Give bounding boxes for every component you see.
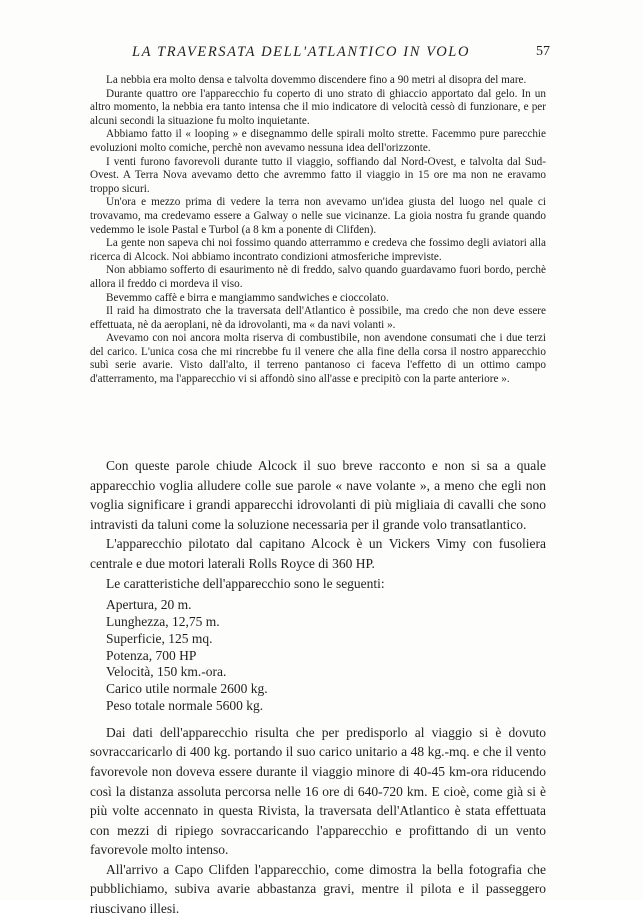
spec-item: Carico utile normale 2600 kg. [106, 681, 268, 697]
running-header [90, 44, 550, 68]
specifications-list [106, 597, 546, 715]
quoted-account [90, 74, 546, 387]
quote-paragraph: I venti furono favorevoli durante tutto il viaggio, soffiando dal Nord-Ovest, e talvolta dal Sud-Ovest. A Terra Nova avevamo detto che avremmo fatto il viaggio in 15 ore ma non ne eravamo troppo sicuri. [90, 155, 546, 195]
quote-paragraph: Non abbiamo sofferto di esaurimento nè di freddo, salvo quando guardavamo fuori bordo, perchè allora il freddo ci mordeva il viso. [90, 264, 546, 290]
body-paragraph: Le caratteristiche dell'apparecchio sono le seguenti: [106, 575, 385, 591]
spec-item: Velocità, 150 km.-ora. [106, 664, 227, 680]
body-paragraph: All'arrivo a Capo Clifden l'apparecchio, come dimostra la bella fotografia che pubblichiamo, subiva avarie abbastanza gravi, mentre il pilota e il passeggero riuscivano illesi. [90, 861, 546, 917]
spec-item: Potenza, 700 HP [106, 647, 197, 663]
body-paragraph: Dai dati dell'apparecchio risulta che per predisporlo al viaggio si è dovuto sovraccaricarlo di 400 kg. portando il suo carico unitario a 48 kg.-mq. e che il vento favorevole non doveva essere durante il viaggio minore di 40-45 km-ora riducendo così la distanza assoluta percorsa nelle 16 ore di 640-720 km. E cioè, come già si è più volte accennato in questa Rivista, la traversata dell'Atlantico è stata effettuata con mezzi di ripiego sovraccaricando l'apparecchio e profittando di un vento favorevole molto intenso. [90, 724, 546, 858]
running-title: LA TRAVERSATA DELL'ATLANTICO IN VOLO [132, 44, 471, 60]
article-body [90, 456, 546, 919]
quote-paragraph: Il raid ha dimostrato che la traversata dell'Atlantico è possibile, ma credo che non deve essere effettuata, nè da aeroplani, nè da idrovolanti, ma « da navi volanti ». [90, 305, 546, 331]
spec-item: Peso totale normale 5600 kg. [106, 697, 264, 713]
quote-paragraph: Un'ora e mezzo prima di vedere la terra non avevamo un'idea giusta del luogo nel quale ci trovavamo, ma credevamo essere a Galway o nelle sue vicinanze. La gioia nostra fu grande quando vedemmo le isole Pastal e Turbol (a 8 km a ponente di Clifden). [90, 196, 546, 236]
quote-paragraph: Avevamo con noi ancora molta riserva di combustibile, non avendone consumati che i due terzi del carico. L'unica cosa che mi rincrebbe fu il venere che alla fine della corsa il nostro apparecchio subì serie avarie. Visto dall'alto, il terreno pantanoso ci faceva l'effetto di un ottimo campo d'atterramento, ma l'apparecchio vi si affondò sino all'asse e precipitò con la parte anteriore ». [90, 332, 546, 386]
quote-paragraph: Durante quattro ore l'apparecchio fu coperto di uno strato di ghiaccio apportato dal gelo. In un altro momento, la nebbia era tanto intensa che il mio indicatore di velocità cessò di funzionare, e per alcuni secondi la situazione fu molto inquietante. [90, 87, 546, 127]
page-number: 57 [536, 44, 550, 59]
quote-paragraph: Abbiamo fatto il « looping » e disegnammo delle spirali molto strette. Facemmo pure parecchie evoluzioni molto comiche, perchè non avevamo nessuna idea dell'orizzonte. [90, 128, 546, 154]
quote-paragraph: La gente non sapeva chi noi fossimo quando atterrammo e credeva che fossimo degli aviatori alla ricerca di Alcock. Noi abbiamo incontrato condizioni atmosferiche impreviste. [90, 237, 546, 263]
quote-paragraph: La nebbia era molto densa e talvolta dovemmo discendere fino a 90 metri al disopra del mare. [106, 74, 527, 86]
spec-item: Lunghezza, 12,75 m. [106, 613, 220, 629]
spec-item: Superficie, 125 mq. [106, 630, 213, 646]
body-paragraph: L'apparecchio pilotato dal capitano Alcock è un Vickers Vimy con fusoliera centrale e due motori laterali Rolls Royce di 360 HP. [90, 536, 546, 571]
body-paragraph: Con queste parole chiude Alcock il suo breve racconto e non si sa a quale apparecchio voglia alludere colle sue parole « nave volante », a meno che egli non voglia significare i grandi apparecchi idrovolanti di più migliaia di cavalli che sono intravisti da taluni come la soluzione necessaria per il grande volo transatlantico. [90, 458, 546, 532]
quote-paragraph: Bevemmo caffè e birra e mangiammo sandwiches e cioccolato. [106, 291, 389, 304]
spec-item: Apertura, 20 m. [106, 597, 192, 613]
